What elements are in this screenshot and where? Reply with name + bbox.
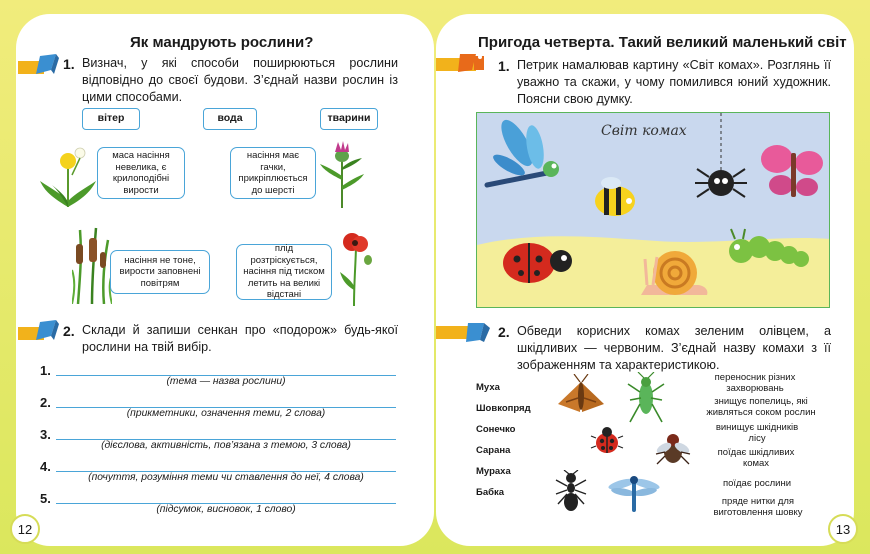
line-number: 3. [40, 427, 51, 442]
keyword-wind[interactable]: вітер [82, 108, 140, 130]
trait-label[interactable]: поїдає шкідливих комах [717, 447, 795, 469]
keyword-animals[interactable]: тварини [320, 108, 378, 130]
description-text: насіння не тоне, вирости заповнені повітрям [119, 254, 201, 289]
line-hint: (підсумок, висновок, 1 слово) [156, 504, 296, 515]
dandelion-icon [38, 145, 98, 209]
insect-name-ant[interactable]: Мураха [476, 466, 511, 477]
grasshopper-icon[interactable] [624, 372, 668, 426]
dragonfly-icon[interactable] [606, 474, 662, 514]
pencil-icon [18, 318, 60, 348]
moth-icon[interactable] [556, 374, 606, 418]
pencil-icon [18, 52, 60, 82]
task-number: 2. [63, 323, 75, 339]
cattail-icon [72, 226, 112, 304]
line-hint: (почуття, розуміння теми чи ставлення до неї, 4 слова) [88, 472, 364, 483]
ladybug-icon[interactable] [590, 426, 624, 456]
right-page-title: Пригода четверта. Такий великий маленький світ [478, 34, 847, 51]
description-text: маса насіння невелика, є крилоподібні вирости [112, 150, 170, 196]
thistle-icon [318, 140, 366, 210]
fly-icon[interactable] [654, 432, 692, 468]
insect-world-picture [476, 112, 830, 308]
left-page-title: Як мандрують рослини? [130, 34, 314, 51]
line-hint: (прикметники, означення теми, 2 слова) [126, 408, 326, 419]
line-hint: (тема — назва рослини) [166, 376, 286, 387]
line-hint: (дієслова, активність, пов’язана з темою, 3 слова) [101, 440, 351, 451]
task-number: 2. [498, 324, 510, 340]
task-2-text: Обведи корисних комах зеленим олівцем, а шкідливих — червоним. З’єднай назву комахи з її зображенням та характеристикою. [517, 324, 831, 372]
ant-icon[interactable] [554, 470, 588, 514]
line-number: 2. [40, 395, 51, 410]
trait-label[interactable]: переносник різних захворювань [714, 372, 796, 394]
insect-name-locust[interactable]: Сарана [476, 445, 511, 456]
picture-caption: Світ комах [601, 123, 687, 139]
insect-name-dragonfly[interactable]: Бабка [476, 487, 505, 498]
task-1-text: Визнач, у які способи поширюються рослини відповідно до своєї будови. З’єднай назви рослин із цими способами. [82, 56, 398, 104]
poppy-icon [338, 230, 374, 306]
trait-label[interactable]: винищує шкідників лісу [715, 422, 799, 444]
trait-label[interactable]: знищує попелиць, які живляться соком рослин [706, 396, 816, 418]
picture-scene [477, 113, 830, 308]
description-text: плід розтріскується, насіння під тиском летить на великі відстані [243, 243, 325, 301]
description-box[interactable] [110, 250, 210, 294]
page-number: 13 [828, 514, 858, 544]
description-text: насіння має гачки, прикріплюється до шерсті [238, 150, 308, 196]
line-number: 4. [40, 459, 51, 474]
keyword-water[interactable]: вода [203, 108, 257, 130]
line-number: 1. [40, 363, 51, 378]
task-number: 1. [498, 58, 510, 74]
insect-name-silkworm[interactable]: Шовкопряд [476, 403, 531, 414]
task-number: 1. [63, 56, 75, 72]
pencil-icon [436, 320, 492, 346]
trait-label[interactable]: пряде нитки для виготовлення шовку [713, 496, 803, 518]
task-1-text: Петрик намалював картину «Світ комах». Розглянь її уважно та скажи, у чому помилився юний художник. Поясни свою думку. [517, 58, 831, 106]
page-number: 12 [10, 514, 40, 544]
description-box[interactable] [230, 147, 316, 199]
description-box[interactable] [97, 147, 185, 199]
description-box[interactable] [236, 244, 332, 300]
trait-label[interactable]: поїдає рослини [722, 478, 792, 489]
insect-name-ladybug[interactable]: Сонечко [476, 424, 516, 435]
line-number: 5. [40, 491, 51, 506]
insect-name-fly[interactable]: Муха [476, 382, 500, 393]
task-2-text: Склади й запиши сенкан про «подорож» будь-якої рослини на твій вибір. [82, 323, 398, 354]
pencil-icon [436, 52, 492, 78]
